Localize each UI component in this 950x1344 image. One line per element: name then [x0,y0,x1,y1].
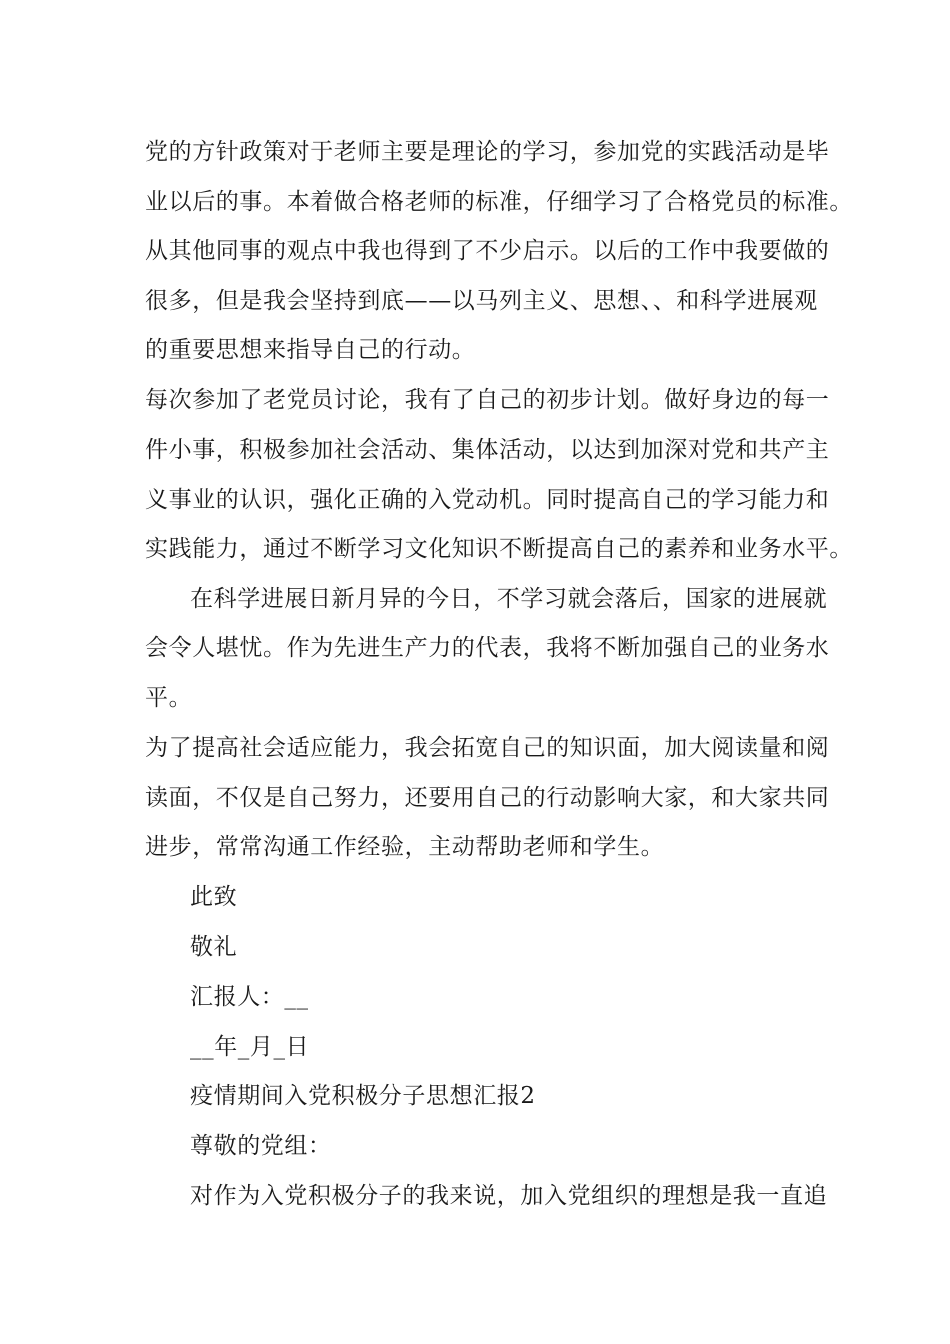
body-text-line: 对作为入党积极分子的我来说，加入党组织的理想是我一直追 [190,1183,828,1209]
closing-salutation: 此致 [190,884,238,910]
reporter-signature-line: 汇报人：__ [190,984,309,1010]
body-text-line: 进步，常常沟通工作经验，主动帮助老师和学生。 [145,834,665,860]
body-text-line: 为了提高社会适应能力，我会拓宽自己的知识面，加大阅读量和阅 [145,735,830,761]
body-text-line: 读面，不仅是自己努力，还要用自己的行动影响大家，和大家共同 [145,785,830,811]
body-text-line: 义事业的认识，强化正确的入党动机。同时提高自己的学习能力和 [145,487,830,513]
section-title: 疫情期间入党积极分子思想汇报2 [190,1083,536,1109]
closing-regards: 敬礼 [190,934,238,960]
body-text-line: 每次参加了老党员讨论，我有了自己的初步计划。做好身边的每一 [145,387,830,413]
body-text-line: 实践能力，通过不断学习文化知识不断提高自己的素养和业务水平。 [145,536,853,562]
body-text-line: 平。 [145,685,193,711]
body-text-line: 党的方针政策对于老师主要是理论的学习，参加党的实践活动是毕 [145,139,830,165]
greeting-line: 尊敬的党组： [190,1133,332,1159]
body-text-line: 从其他同事的观点中我也得到了不少启示。以后的工作中我要做的 [145,238,830,264]
body-text-line: 的重要思想来指导自己的行动。 [145,337,476,363]
body-text-line: 在科学进展日新月异的今日，不学习就会落后，国家的进展就 [190,586,828,612]
body-text-line: 很多，但是我会坚持到底——以马列主义、思想、、和科学进展观 [145,288,818,314]
body-text-line: 会令人堪忧。作为先进生产力的代表，我将不断加强自己的业务水 [145,635,830,661]
date-line: __年_月_日 [190,1034,310,1060]
body-text-line: 件小事，积极参加社会活动、集体活动，以达到加深对党和共产主 [145,437,830,463]
body-text-line: 业以后的事。本着做合格老师的标准，仔细学习了合格党员的标准。 [145,189,853,215]
